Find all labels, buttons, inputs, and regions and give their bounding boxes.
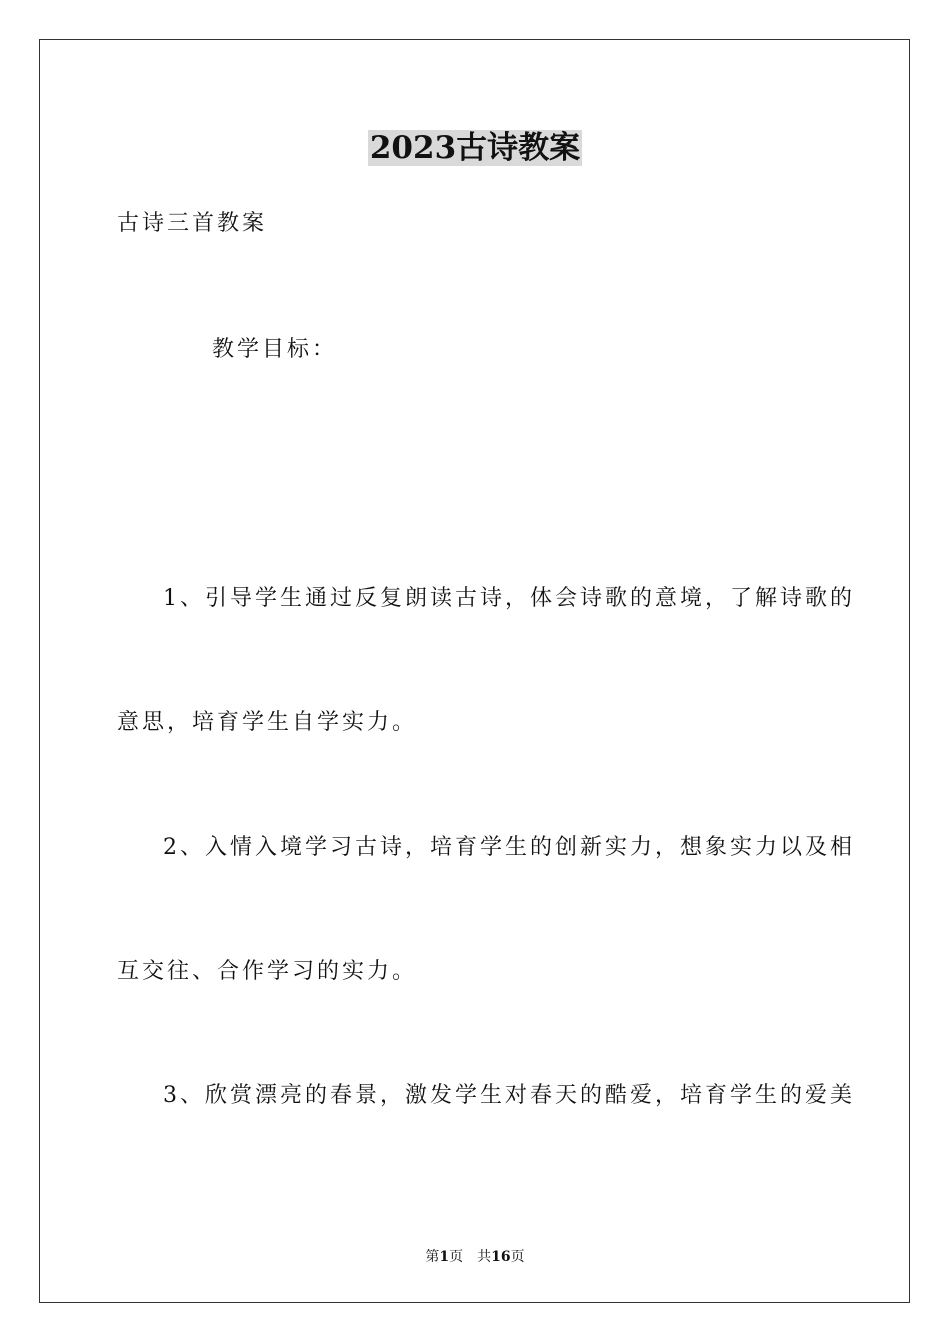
- paragraph-line: 1、引导学生通过反复朗读古诗，体会诗歌的意境，了解诗歌的: [163, 586, 855, 611]
- footer-page-suffix: 页: [449, 1249, 464, 1265]
- footer-page-current: 1: [439, 1249, 450, 1265]
- footer-page-total: 16: [491, 1249, 511, 1265]
- paragraph-line: 互交往、合作学习的实力。: [117, 959, 418, 984]
- document-title-text: 2023古诗教案: [369, 130, 581, 166]
- footer-total-prefix: 共: [477, 1249, 492, 1265]
- footer-page-prefix: 第: [425, 1249, 440, 1265]
- paragraph-line: 意思，培育学生自学实力。: [117, 710, 418, 735]
- document-title: [0, 128, 950, 168]
- page-footer: [0, 1248, 950, 1266]
- objectives-label: 教学目标：: [212, 337, 338, 362]
- footer-total-suffix: 页: [510, 1249, 525, 1265]
- section-heading: 古诗三首教案: [117, 211, 268, 236]
- paragraph-line: 3、欣赏漂亮的春景，激发学生对春天的酷爱，培育学生的爱美: [163, 1083, 855, 1108]
- paragraph-line: 2、入情入境学习古诗，培育学生的创新实力，想象实力以及相: [163, 835, 855, 860]
